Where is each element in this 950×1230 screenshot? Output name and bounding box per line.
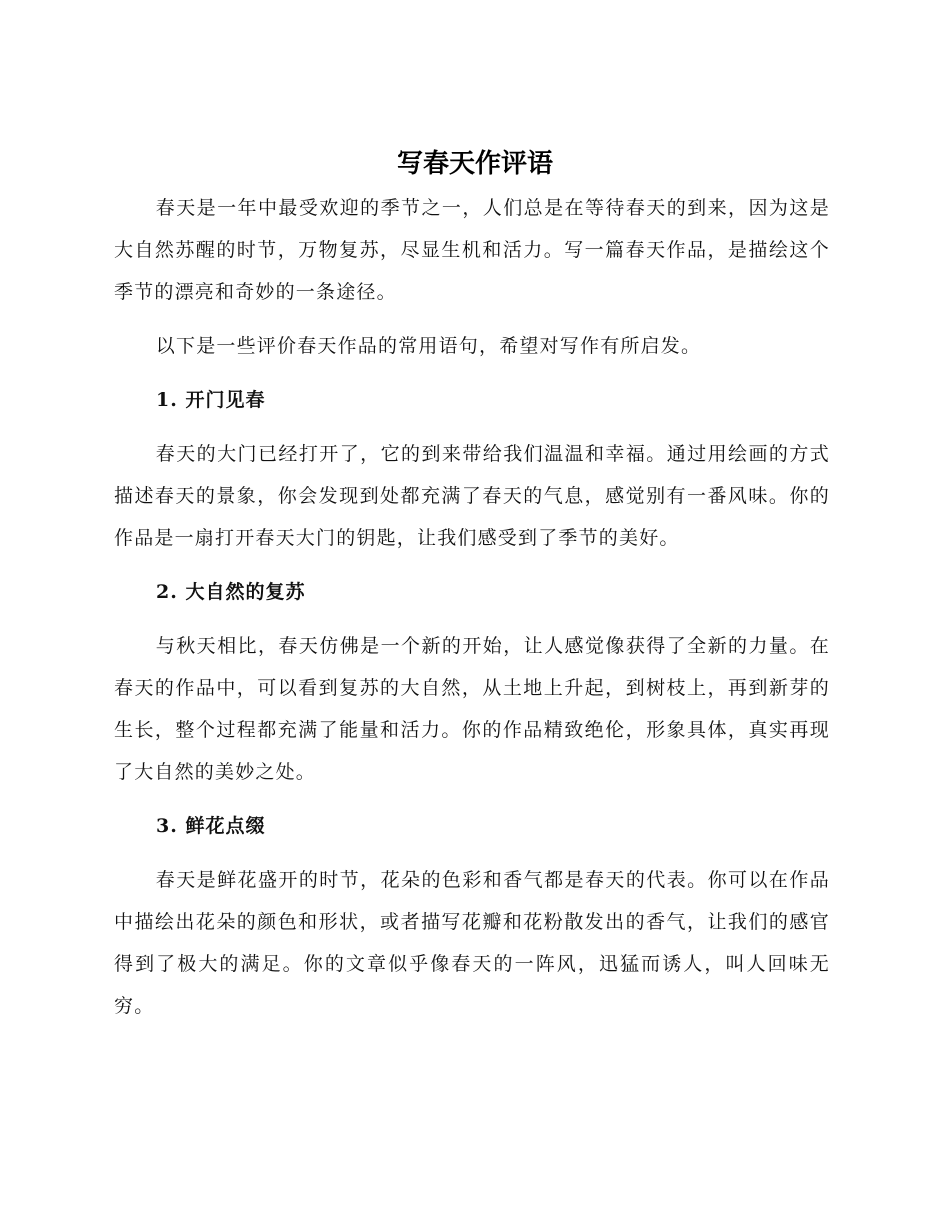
- section-heading-2: 2. 大自然的复苏: [156, 581, 306, 603]
- document-title: 写春天作评语: [396, 149, 553, 179]
- section-paragraph-3: 春天是鲜花盛开的时节，花朵的色彩和香气都是春天的代表。你可以在作品中描绘出花朵的颜色和形状，或者描写花瓣和花粉散发出的香气，让我们的感官得到了极大的满足。你的文章似乎像春天的一阵风，迅猛而诱人，叫人回味无穷。: [114, 869, 830, 1017]
- section-paragraph-1: 春天的大门已经打开了，它的到来带给我们温温和幸福。通过用绘画的方式描述春天的景象，你会发现到处都充满了春天的气息，感觉别有一番风味。你的作品是一扇打开春天大门的钥匙，让我们感受到了季节的美好。: [114, 443, 830, 549]
- intro-paragraph-1: 春天是一年中最受欢迎的季节之一，人们总是在等待春天的到来，因为这是大自然苏醒的时节，万物复苏，尽显生机和活力。写一篇春天作品，是描绘这个季节的漂亮和奇妙的一条途径。: [114, 197, 830, 303]
- document-body: [114, 187, 830, 1039]
- intro-paragraph-2: 以下是一些评价春天作品的常用语句，希望对写作有所启发。: [155, 335, 702, 357]
- section-heading-1: 1. 开门见春: [156, 389, 266, 411]
- section-paragraph-2: 与秋天相比，春天仿佛是一个新的开始，让人感觉像获得了全新的力量。在春天的作品中，可以看到复苏的大自然，从土地上升起，到树枝上，再到新芽的生长，整个过程都充满了能量和活力。你的作品精致绝伦，形象具体，真实再现了大自然的美妙之处。: [114, 635, 830, 783]
- section-heading-3: 3. 鲜花点缀: [156, 815, 266, 837]
